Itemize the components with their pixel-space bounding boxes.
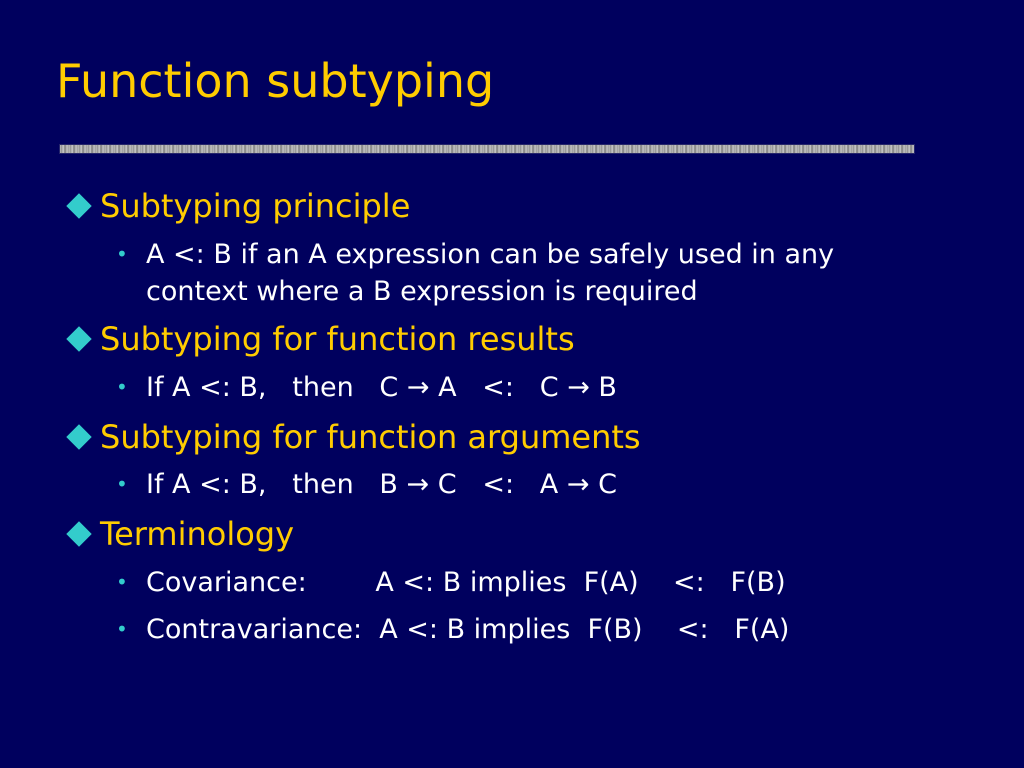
sub-bullet-text-line2: context where a B expression is required	[146, 276, 698, 307]
section-heading: Terminology	[100, 515, 295, 553]
bullet-function-arguments	[66, 418, 641, 456]
sub-bullet-text: If A <: B, then C → A <: C → B	[146, 372, 617, 403]
sub-bullet-text: If A <: B, then B → C <: A → C	[146, 469, 617, 500]
sub-bullet-text-line1: A <: B if an A expression can be safely used in any	[146, 239, 835, 270]
section-heading: Subtyping for function results	[100, 320, 575, 358]
sub-bullet-text: Contravariance: A <: B implies F(B) <: F(A)	[146, 614, 790, 645]
dot-bullet-icon: •	[116, 472, 128, 496]
bullet-subtyping-principle	[66, 187, 411, 225]
dot-bullet-icon: •	[116, 570, 128, 594]
section-heading: Subtyping for function arguments	[100, 418, 641, 456]
sub-bullet-covariance	[116, 564, 786, 601]
sub-bullet-contravariance	[116, 611, 789, 648]
sub-bullet-text: Covariance: A <: B implies F(A) <: F(B)	[146, 567, 786, 598]
dot-bullet-icon: •	[116, 375, 128, 399]
diamond-bullet-icon	[66, 326, 91, 351]
title-divider	[60, 145, 914, 153]
section-heading: Subtyping principle	[100, 187, 411, 225]
dot-bullet-icon: •	[116, 617, 128, 641]
sub-bullet-principle	[116, 236, 834, 310]
sub-bullet-results-rule	[116, 369, 617, 406]
slide-title: Function subtyping	[56, 54, 495, 108]
diamond-bullet-icon	[66, 193, 91, 218]
diamond-bullet-icon	[66, 521, 91, 546]
sub-bullet-arguments-rule	[116, 466, 617, 503]
bullet-function-results	[66, 320, 575, 358]
dot-bullet-icon: •	[116, 242, 128, 266]
bullet-terminology	[66, 515, 295, 553]
diamond-bullet-icon	[66, 424, 91, 449]
